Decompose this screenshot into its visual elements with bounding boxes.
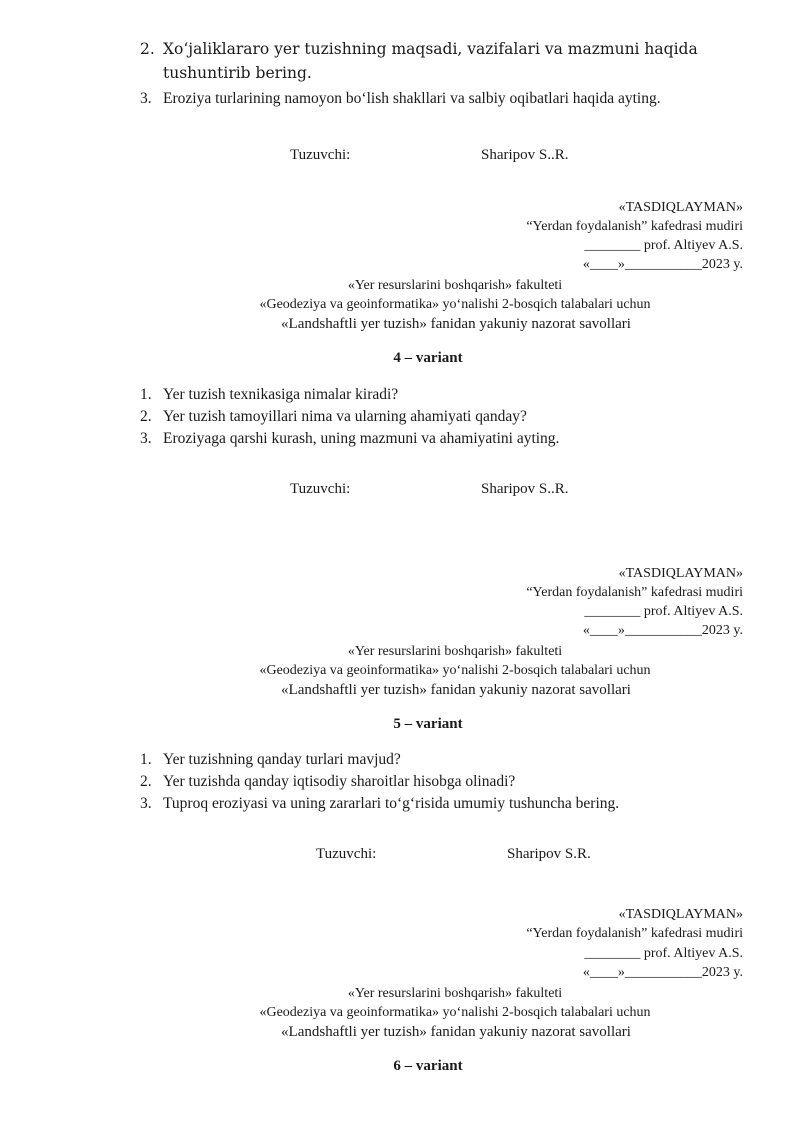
subject-line: «Landshaftli yer tuzish» fanidan yakuniy nazorat savollari: [281, 682, 631, 698]
compiler-name: Sharipov S.R.: [507, 846, 591, 862]
question-text: Yer tuzish texnikasiga nimalar kiradi?: [163, 386, 399, 403]
date-line: «____»___________2023 y.: [582, 257, 743, 272]
question-text: Tuproq eroziyasi va uning zararlari to‘g‘risida umumiy tushuncha bering.: [163, 795, 620, 812]
date-line: «____»___________2023 y.: [582, 623, 743, 638]
compiler-name: Sharipov S..R.: [481, 147, 569, 163]
department-head-title: “Yerdan foydalanish” kafedrasi mudiri: [526, 219, 743, 234]
compiler-label: Tuzuvchi:: [290, 481, 351, 497]
question-text: Eroziya turlarining namoyon bo‘lish shakllari va salbiy oqibatlari haqida ayting.: [163, 90, 661, 107]
direction-line: «Geodeziya va geoinformatika» yo‘nalishi 2-bosqich talabalari uchun: [259, 663, 651, 678]
question-number: 1.: [140, 386, 152, 403]
question-number: 3.: [140, 430, 152, 447]
question-text: Yer tuzishning qanday turlari mavjud?: [163, 751, 401, 768]
compiler-label: Tuzuvchi:: [290, 147, 351, 163]
date-line: «____»___________2023 y.: [582, 965, 743, 980]
question-text: Xo‘jaliklararo yer tuzishning maqsadi, vazifalari va mazmuni haqida: [163, 40, 698, 58]
direction-line: «Geodeziya va geoinformatika» yo‘nalishi 2-bosqich talabalari uchun: [259, 1005, 651, 1020]
subject-line: «Landshaftli yer tuzish» fanidan yakuniy nazorat savollari: [281, 1024, 631, 1040]
direction-line: «Geodeziya va geoinformatika» yo‘nalishi 2-bosqich talabalari uchun: [259, 297, 651, 312]
signature-line: ________ prof. Altiyev A.S.: [584, 238, 743, 253]
question-number: 3.: [140, 90, 152, 107]
signature-line: ________ prof. Altiyev A.S.: [584, 946, 743, 961]
question-number: 2.: [140, 408, 152, 425]
question-number: 2.: [140, 40, 155, 58]
variant-title: 5 – variant: [393, 716, 463, 732]
faculty-line: «Yer resurslarini boshqarish» fakulteti: [347, 278, 563, 293]
question-number: 3.: [140, 795, 152, 812]
department-head-title: “Yerdan foydalanish” kafedrasi mudiri: [526, 926, 743, 941]
question-text-continued: tushuntirib bering.: [163, 64, 312, 82]
question-text: Yer tuzishda qanday iqtisodiy sharoitlar hisobga olinadi?: [163, 773, 516, 790]
question-number: 1.: [140, 751, 152, 768]
approval-heading: «TASDIQLAYMAN»: [618, 200, 743, 215]
approval-heading: «TASDIQLAYMAN»: [618, 566, 743, 581]
question-number: 2.: [140, 773, 152, 790]
department-head-title: “Yerdan foydalanish” kafedrasi mudiri: [526, 585, 743, 600]
question-text: Eroziyaga qarshi kurash, uning mazmuni va ahamiyatini ayting.: [163, 430, 560, 447]
signature-line: ________ prof. Altiyev A.S.: [584, 604, 743, 619]
faculty-line: «Yer resurslarini boshqarish» fakulteti: [347, 986, 563, 1001]
approval-heading: «TASDIQLAYMAN»: [618, 907, 743, 922]
compiler-name: Sharipov S..R.: [481, 481, 569, 497]
question-text: Yer tuzish tamoyillari nima va ularning ahamiyati qanday?: [163, 408, 527, 425]
subject-line: «Landshaftli yer tuzish» fanidan yakuniy nazorat savollari: [281, 316, 631, 332]
variant-title: 4 – variant: [393, 350, 463, 366]
variant-title: 6 – variant: [393, 1058, 463, 1074]
faculty-line: «Yer resurslarini boshqarish» fakulteti: [347, 644, 563, 659]
compiler-label: Tuzuvchi:: [316, 846, 377, 862]
